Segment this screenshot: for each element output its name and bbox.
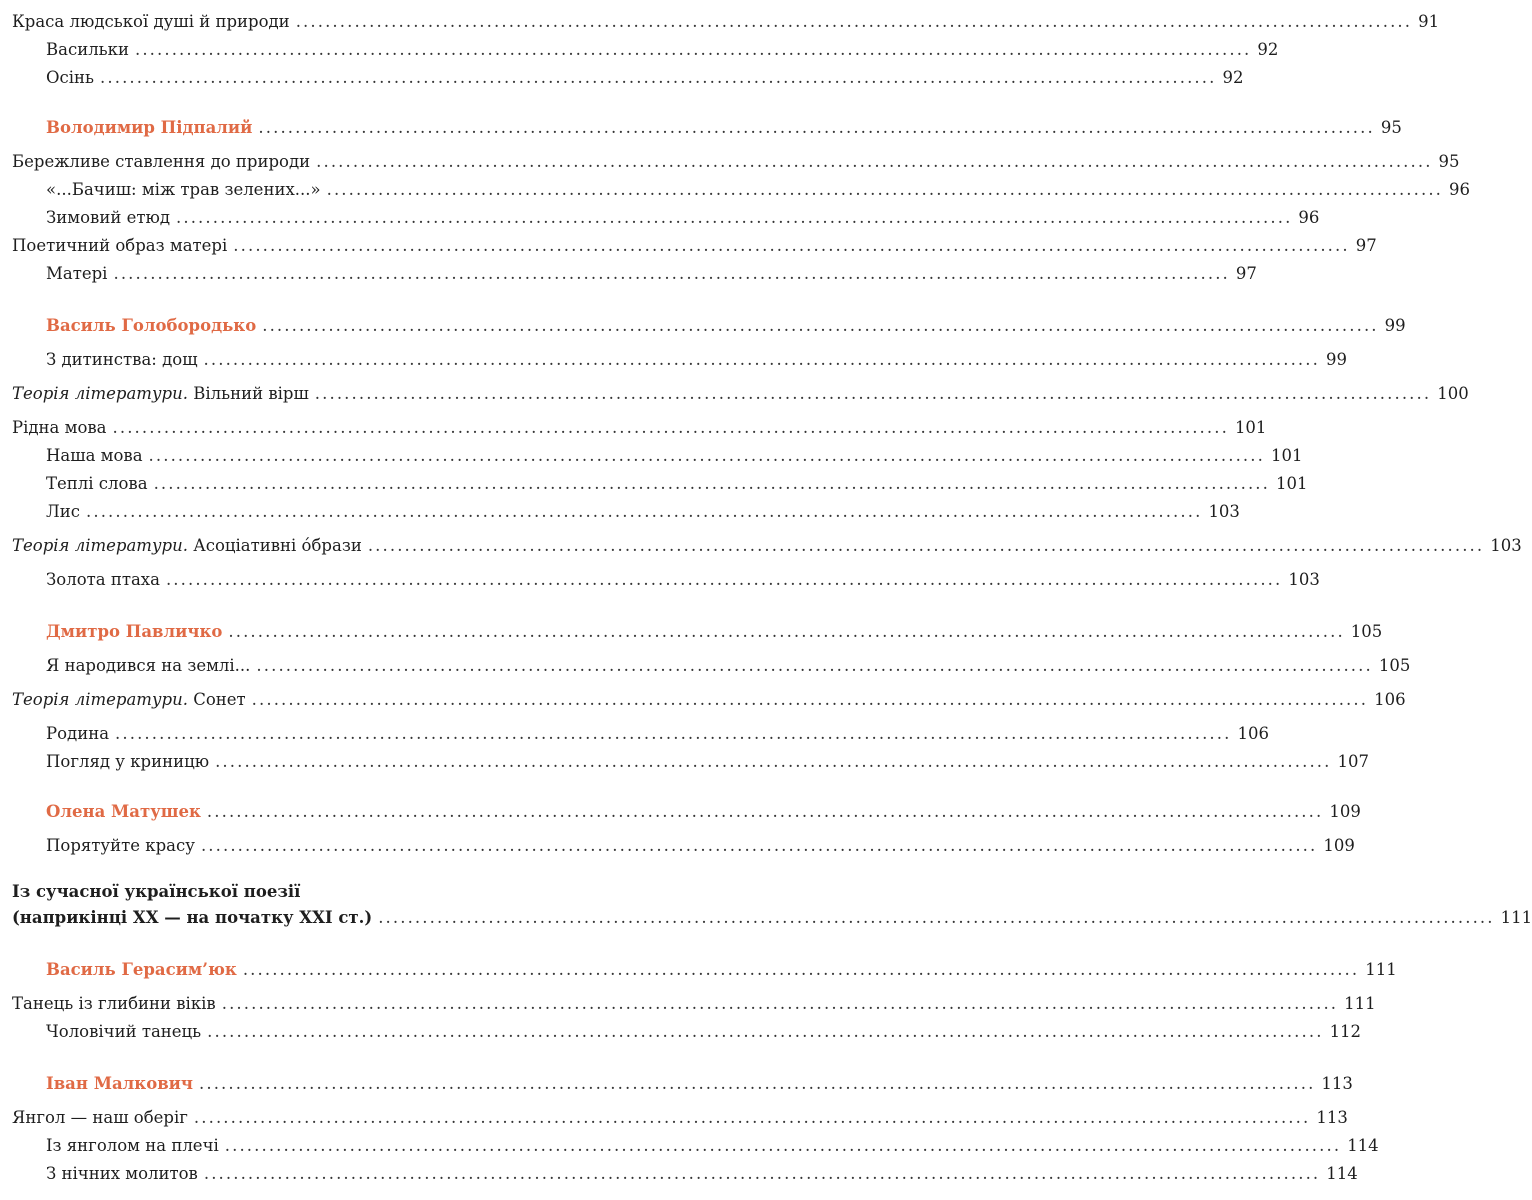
entry-title: Теплі слова xyxy=(46,474,148,493)
entry-title: Чоловічий танець xyxy=(46,1022,202,1041)
leader-dots: ........................................................................................................................................................ xyxy=(215,752,1332,771)
entry-title: Золота птаха xyxy=(46,570,160,589)
leader-dots: ........................................................................................................................................................ xyxy=(295,12,1413,31)
entry-title xyxy=(12,384,309,404)
toc-entry-theory[interactable] xyxy=(0,686,1406,710)
toc-entry-section[interactable] xyxy=(0,8,1440,32)
page-number: 114 xyxy=(1347,1136,1379,1155)
page-number: 105 xyxy=(1378,656,1411,675)
leader-dots: ........................................................................................................................................................ xyxy=(112,418,1229,437)
page-number: 91 xyxy=(1418,12,1440,31)
theory-prefix: Теорія літератури. xyxy=(12,690,188,709)
toc-entry-part[interactable] xyxy=(0,904,1532,928)
entry-title: Рідна мова xyxy=(12,418,107,437)
toc-entry-item[interactable] xyxy=(0,36,1279,60)
page-number: 92 xyxy=(1222,68,1244,87)
page-number: 95 xyxy=(1438,152,1460,171)
entry-title: Родина xyxy=(46,724,110,743)
leader-dots: ........................................................................................................................................................ xyxy=(206,802,1324,821)
toc-entry-section[interactable] xyxy=(0,232,1377,256)
page-number: 100 xyxy=(1437,384,1469,403)
leader-dots: ........................................................................................................................................................ xyxy=(256,656,1373,675)
leader-dots: ........................................................................................................................................................ xyxy=(224,1136,1342,1155)
leader-dots: ........................................................................................................................................................ xyxy=(316,152,1433,171)
toc-entry-item[interactable] xyxy=(0,748,1369,772)
page-number: 106 xyxy=(1374,690,1406,709)
author-name: Іван Малкович xyxy=(46,1074,193,1093)
page-number: 101 xyxy=(1234,418,1267,437)
page-number: 106 xyxy=(1237,724,1269,743)
toc-entry-item[interactable] xyxy=(0,176,1471,200)
leader-dots: ........................................................................................................................................................ xyxy=(199,1074,1316,1093)
page-number: 109 xyxy=(1323,836,1355,855)
author-name: Василь Голобородько xyxy=(46,316,257,335)
toc-entry-author[interactable] xyxy=(0,798,1361,822)
leader-dots: ........................................................................................................................................................ xyxy=(251,690,1369,709)
leader-dots: ........................................................................................................................................................ xyxy=(207,1022,1324,1041)
page-number: 109 xyxy=(1329,802,1361,821)
entry-title: Матері xyxy=(46,264,108,283)
entry-title: Бережливе ставлення до природи xyxy=(12,152,311,171)
leader-dots: ........................................................................................................................................................ xyxy=(134,40,1252,59)
theory-prefix: Теорія літератури. xyxy=(12,384,188,403)
entry-title: Порятуйте красу xyxy=(46,836,195,855)
toc-entry-item[interactable] xyxy=(0,1018,1362,1042)
page-number: 99 xyxy=(1384,316,1406,335)
leader-dots: ........................................................................................................................................................ xyxy=(148,446,1265,465)
page-number: 113 xyxy=(1321,1074,1353,1093)
entry-title: Я народився на землі... xyxy=(46,656,251,675)
entry-title: «...Бачиш: між трав зелених...» xyxy=(46,180,321,199)
entry-title: Наша мова xyxy=(46,446,143,465)
toc-entry-section[interactable] xyxy=(0,990,1376,1014)
toc-entry-author[interactable] xyxy=(0,312,1406,336)
toc-entry-section[interactable] xyxy=(0,414,1267,438)
author-name: Василь Герасим’юк xyxy=(46,960,237,979)
toc-entry-item[interactable] xyxy=(0,1160,1358,1184)
page-number: 111 xyxy=(1365,960,1397,979)
toc-entry-item[interactable] xyxy=(0,442,1303,466)
page-number: 97 xyxy=(1235,264,1257,283)
entry-title: Янгол — наш оберіг xyxy=(12,1108,188,1127)
toc-entry-author[interactable] xyxy=(0,114,1402,138)
leader-dots: ........................................................................................................................................................ xyxy=(165,570,1283,589)
page-number: 111 xyxy=(1500,908,1532,927)
leader-dots: ........................................................................................................................................................ xyxy=(233,236,1350,255)
page-number: 111 xyxy=(1344,994,1376,1013)
page-number: 114 xyxy=(1326,1164,1358,1183)
entry-title: З нічних молитов xyxy=(46,1164,198,1183)
toc-entry-section[interactable] xyxy=(0,1104,1348,1128)
page-number: 103 xyxy=(1288,570,1320,589)
page-number: 101 xyxy=(1275,474,1308,493)
toc-entry-author[interactable] xyxy=(0,618,1383,642)
entry-title xyxy=(12,690,246,710)
leader-dots: ........................................................................................................................................................ xyxy=(86,502,1203,521)
toc-entry-theory[interactable] xyxy=(0,532,1522,556)
toc-entry-section[interactable] xyxy=(0,148,1460,172)
entry-title: Краса людської душі й природи xyxy=(12,12,290,31)
entry-title: Зимовий етюд xyxy=(46,208,170,227)
toc-entry-item[interactable] xyxy=(0,204,1320,228)
leader-dots: ........................................................................................................................................................ xyxy=(115,724,1232,743)
toc-entry-item[interactable] xyxy=(0,64,1244,88)
page-number: 107 xyxy=(1337,752,1369,771)
page-number: 99 xyxy=(1325,350,1347,369)
page-number: 113 xyxy=(1316,1108,1348,1127)
page-number: 101 xyxy=(1270,446,1303,465)
author-name: Олена Матушек xyxy=(46,802,201,821)
theory-topic: Асоціативні óбрази xyxy=(193,536,362,555)
leader-dots: ........................................................................................................................................................ xyxy=(262,316,1379,335)
page-number: 103 xyxy=(1490,536,1522,555)
theory-topic: Вільний вірш xyxy=(193,384,309,403)
entry-title: Осінь xyxy=(46,68,95,87)
leader-dots: ........................................................................................................................................................ xyxy=(258,118,1375,137)
author-name: Володимир Підпалий xyxy=(46,118,253,137)
leader-dots: ........................................................................................................................................................ xyxy=(193,1108,1311,1127)
entry-title: З дитинства: дощ xyxy=(46,350,198,369)
toc-entry-item[interactable] xyxy=(0,498,1240,522)
toc-entry-author[interactable] xyxy=(0,956,1397,980)
leader-dots: ........................................................................................................................................................ xyxy=(113,264,1230,283)
page-number: 92 xyxy=(1257,40,1279,59)
page-number: 112 xyxy=(1329,1022,1362,1041)
leader-dots: ........................................................................................................................................................ xyxy=(314,384,1432,403)
leader-dots: ........................................................................................................................................................ xyxy=(203,350,1320,369)
leader-dots: ........................................................................................................................................................ xyxy=(153,474,1270,493)
part-heading-line1: Із сучасної української поезії xyxy=(12,882,301,901)
toc-entry-item[interactable] xyxy=(0,346,1347,370)
theory-topic: Сонет xyxy=(193,690,246,709)
leader-dots: ........................................................................................................................................................ xyxy=(242,960,1360,979)
toc-entry-item[interactable] xyxy=(0,1132,1379,1156)
author-name: Дмитро Павличко xyxy=(46,622,223,641)
page-number: 96 xyxy=(1449,180,1471,199)
theory-prefix: Теорія літератури. xyxy=(12,536,188,555)
toc-entry-item[interactable] xyxy=(0,652,1411,676)
leader-dots: ........................................................................................................................................................ xyxy=(326,180,1444,199)
leader-dots: ........................................................................................................................................................ xyxy=(378,908,1495,927)
leader-dots: ........................................................................................................................................................ xyxy=(221,994,1339,1013)
leader-dots: ........................................................................................................................................................ xyxy=(367,536,1485,555)
entry-title: Погляд у криницю xyxy=(46,752,210,771)
leader-dots: ........................................................................................................................................................ xyxy=(100,68,1217,87)
page-number: 96 xyxy=(1298,208,1320,227)
leader-dots: ........................................................................................................................................................ xyxy=(228,622,1345,641)
toc-entry-item[interactable] xyxy=(0,832,1355,856)
page-number: 105 xyxy=(1350,622,1383,641)
entry-title: Лис xyxy=(46,502,81,521)
leader-dots: ........................................................................................................................................................ xyxy=(176,208,1293,227)
toc-entry-item[interactable] xyxy=(0,470,1308,494)
entry-title: Із янголом на плечі xyxy=(46,1136,219,1155)
toc-entry-theory[interactable] xyxy=(0,380,1469,404)
toc-entry-item[interactable] xyxy=(0,260,1257,284)
part-heading-line2: (наприкінці XX — на початку XXI ст.) xyxy=(12,908,373,927)
entry-title: Поетичний образ матері xyxy=(12,236,228,255)
toc-entry-author[interactable] xyxy=(0,1070,1353,1094)
leader-dots: ........................................................................................................................................................ xyxy=(200,836,1318,855)
entry-title: Васильки xyxy=(46,40,129,59)
page-number: 97 xyxy=(1355,236,1377,255)
entry-title xyxy=(12,536,362,556)
toc-entry-item[interactable] xyxy=(0,566,1320,590)
page-number: 103 xyxy=(1208,502,1240,521)
page-number: 95 xyxy=(1380,118,1402,137)
entry-title: Танець із глибини віків xyxy=(12,994,216,1013)
leader-dots: ........................................................................................................................................................ xyxy=(203,1164,1321,1183)
toc-entry-item[interactable] xyxy=(0,720,1269,744)
